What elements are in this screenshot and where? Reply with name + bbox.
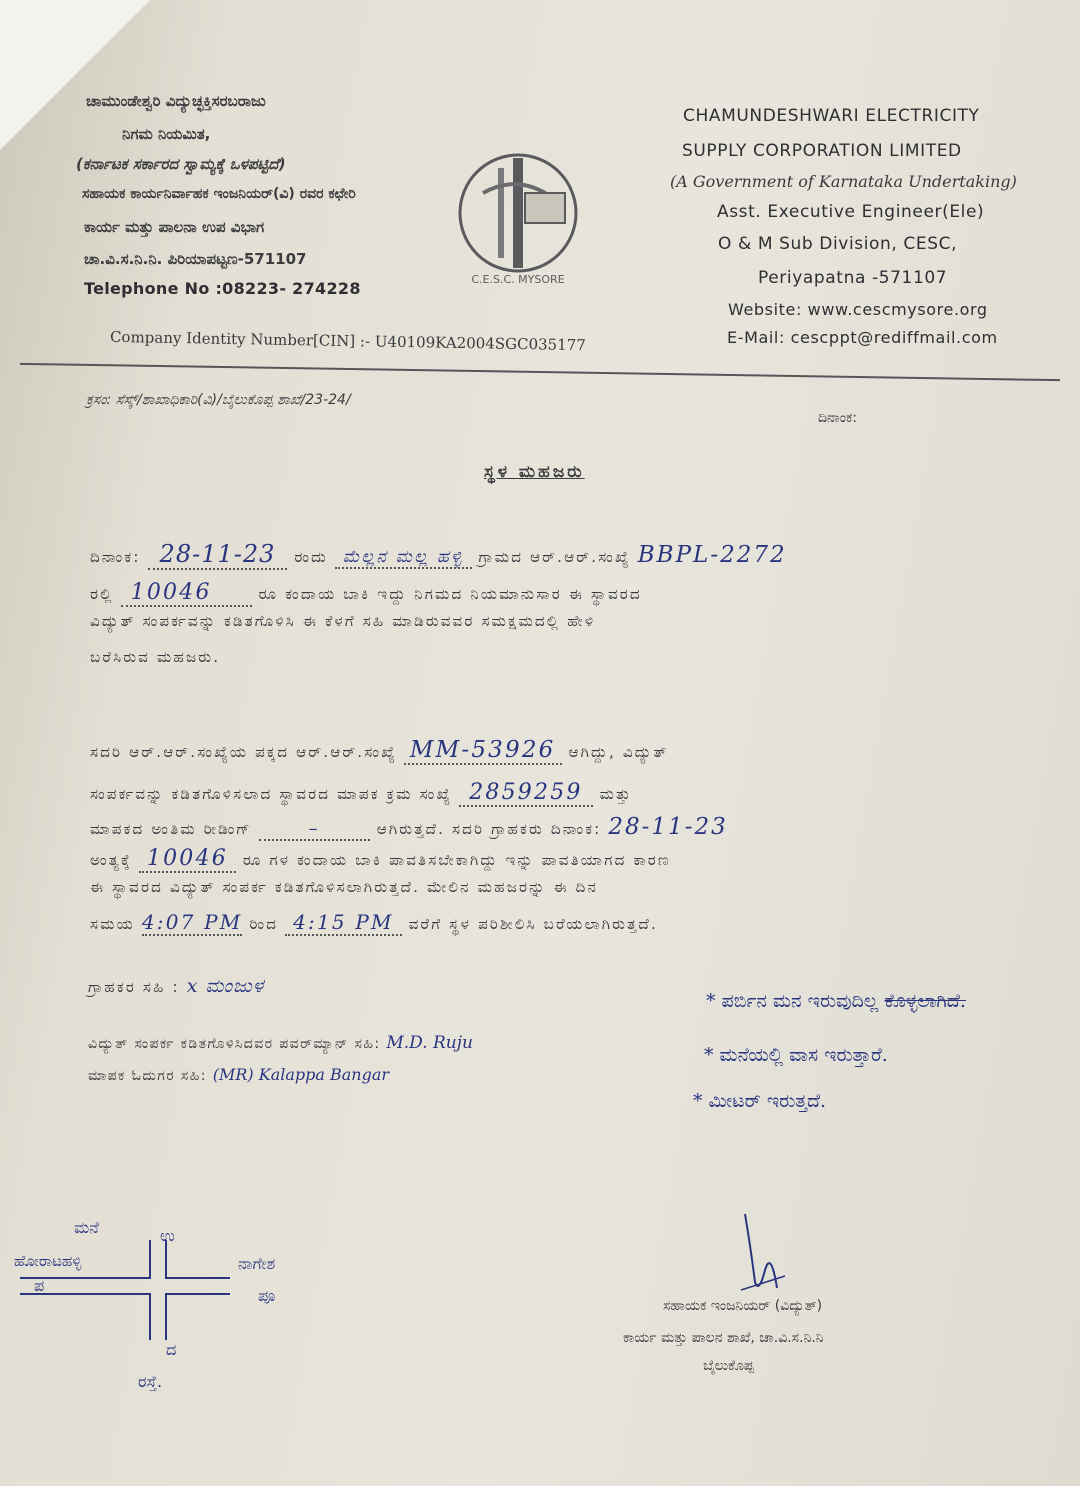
para2-text-b2: ಮತ್ತು	[599, 785, 633, 803]
para2-text-d2: ರೂ ಗಳ ಕಂದಾಯ ಬಾಕಿ ಪಾವತಿಸಬೇಕಾಗಿದ್ದು ಇನ್ನು ಪಾವತಿಯಾಗದ ಕಾರಣ	[242, 851, 671, 869]
time-from: 4:07 PM	[141, 910, 243, 934]
para1-line4: ಬರೆಸಿರುವ ಮಹಜರು.	[90, 648, 221, 666]
para2-line1	[90, 737, 669, 765]
para2-text-c2: ಆಗಿರುತ್ತದೆ. ಸದರಿ ಗ್ರಾಹಕರು ದಿನಾಂಕ:	[376, 820, 602, 838]
header-kn-line3: (ಕರ್ನಾಟಕ ಸರ್ಕಾರದ ಸ್ವಾಮ್ಯಕ್ಕೆ ಒಳಪಟ್ಟಿದೆ)	[76, 155, 286, 173]
header-en-line1: CHAMUNDESHWARI ELECTRICITY	[683, 106, 980, 126]
note-1-text: * ಪರ್ಬಿನ ಮನ ಇರುವುದಿಲ್ಲ	[706, 990, 879, 1012]
officer-signature	[735, 1210, 795, 1300]
para1-line1	[90, 540, 787, 570]
header-kn-line2: ನಿಗಮ ನಿಯಮಿತ,	[122, 125, 211, 143]
sketch-north-marker: ಉ	[160, 1226, 175, 1245]
final-reading: –	[259, 818, 370, 841]
sketch-east-marker: ಪೂ	[258, 1286, 276, 1305]
header-kn-line6: ಚಾ.ವಿ.ಸ.ನಿ.ನಿ. ಪಿರಿಯಾಪಟ್ಟಣ-571107	[84, 250, 307, 268]
para2-text-f1: ಸಮಯ	[90, 915, 135, 933]
officer-designation: ಸಹಾಯಕ ಇಂಜನಿಯರ್ (ವಿದ್ಯುತ್)	[663, 1298, 823, 1314]
header-en-line6: Periyapatna -571107	[758, 268, 948, 288]
para2-text-f2: ರಿಂದ	[249, 915, 279, 933]
note-2: * ಮನೆಯಲ್ಲಿ ವಾಸ ಇರುತ್ತಾರೆ.	[704, 1044, 888, 1066]
company-cin: Company Identity Number[CIN] :- U40109KA2004SGC035177	[109, 327, 586, 355]
payment-due-date: 28-11-23	[608, 814, 728, 840]
para2-text-a2: ಆಗಿದ್ದು, ವಿದ್ಯುತ್	[568, 743, 669, 761]
time-to: 4:15 PM	[285, 910, 402, 936]
meter-reader-signature: (MR) Kalappa Bangar	[212, 1065, 390, 1084]
header-en-line5: O & M Sub Division, CESC,	[718, 234, 958, 254]
header-kn-line4: ಸಹಾಯಕ ಕಾರ್ಯನಿರ್ವಾಹಕ ಇಂಜನಿಯರ್(ವಿ) ರವರ ಕಛೇರಿ	[82, 186, 356, 202]
meter-serial-number: 2859259	[459, 780, 592, 807]
rr-label: ಗ್ರಾಮದ ಆರ್.ಆರ್.ಸಂಖ್ಯೆ	[478, 548, 631, 566]
note-1	[706, 990, 966, 1012]
arrears-amount-2: 10046	[139, 846, 236, 873]
header-en-line2: SUPPLY CORPORATION LIMITED	[682, 141, 962, 161]
customer-signature-row	[88, 975, 264, 997]
para1-line3: ವಿದ್ಯುತ್ ಸಂಪರ್ಕವನ್ನು ಕಡಿತಗೊಳಿಸಿ ಈ ಕೆಳಗೆ ಸಹಿ ಮಾಡಿರುವವರ ಸಮಕ್ಷಮದಲ್ಲಿ ಹೇಳಿ	[90, 612, 596, 630]
para2-text-c1: ಮಾಪಕದ ಅಂತಿಮ ರೀಡಿಂಗ್	[90, 820, 252, 838]
sketch-east: ನಾಗೇಶ	[238, 1254, 276, 1273]
cesc-logo	[443, 138, 593, 288]
para2-text-d1: ಅಂತ್ಯಕ್ಕೆ	[90, 851, 132, 869]
powerman-signature-label: ವಿದ್ಯುತ್ ಸಂಪರ್ಕ ಕಡಿತಗೊಳಿಸಿದವರ ಪವರ್‌ಮ್ಯಾನ್ ಸಹಿ:	[88, 1036, 381, 1052]
note-1-struck-text: ಕೊಳ್ಳಲಾಗಿದೆ.	[884, 990, 966, 1012]
para2-line6	[90, 910, 658, 936]
sketch-south: ರಸ್ತೆ.	[138, 1372, 163, 1391]
in-label: ರಲ್ಲಿ	[90, 585, 114, 603]
para2-line5: ಈ ಸ್ಥಾವರದ ವಿದ್ಯುತ್ ಸಂಪರ್ಕ ಕಡಿತಗೊಳಿಸಲಾಗಿರುತ್ತದೆ. ಮೇಲಿನ ಮಹಜರನ್ನು ಈ ದಿನ	[90, 878, 599, 896]
header-en-line3: (A Government of Karnataka Undertaking)	[670, 172, 1017, 191]
para2-text-a1: ಸದರಿ ಆರ್.ಆರ್.ಸಂಖ್ಯೆಯ ಪಕ್ಕದ ಆರ್.ಆರ್.ಸಂಖ್ಯೆ	[90, 743, 397, 761]
header-kn-line5: ಕಾರ್ಯ ಮತ್ತು ಪಾಲನಾ ಉಪ ವಿಭಾಗ	[84, 218, 265, 236]
header-website: Website: www.cescmysore.org	[728, 300, 988, 319]
ref-number: ಕ್ರಸಂ: ಸೆಸ್ಕ್/ಶಾಖಾಧಿಕಾರಿ(ವಿ)/ಬೈಲುಕೊಪ್ಪ ಶಾಖೆ/23-24/	[86, 392, 351, 408]
nearby-rr-number: MM-53926	[404, 737, 562, 765]
meter-reader-signature-label: ಮಾಪಕ ಓದುಗರ ಸಹಿ:	[88, 1068, 207, 1084]
powerman-signature: M.D. Ruju	[386, 1033, 473, 1053]
header-kn-line1: ಚಾಮುಂಡೇಶ್ವರಿ ವಿದ್ಯುಚ್ಛಕ್ತಿಸರಬರಾಜು	[86, 92, 266, 110]
para2-line4	[90, 846, 671, 873]
sketch-north: ಮನೆ	[74, 1218, 99, 1237]
para2-text-b1: ಸಂಪರ್ಕವನ್ನು ಕಡಿತಗೊಳಿಸಲಾದ ಸ್ಥಾವರದ ಮಾಪಕ ಕ್ರಮ ಸಂಖ್ಯೆ	[90, 785, 453, 803]
logo-caption: C.E.S.C. MYSORE	[471, 273, 565, 286]
header-en-line4: Asst. Executive Engineer(Ele)	[717, 202, 985, 222]
note-3: * ಮೀಟರ್ ಇರುತ್ತದೆ.	[693, 1090, 827, 1112]
document-title: ಸ್ಥಳ ಮಹಜರು	[484, 462, 585, 482]
village-name: ಮೆಲ್ಲನ ಮಲ್ಲ ಹಳ್ಳಿ	[335, 547, 472, 569]
sketch-south-marker: ದ	[166, 1340, 177, 1359]
ref-date-label: ದಿನಾಂಕ:	[818, 410, 857, 426]
meter-reader-signature-row	[88, 1065, 389, 1084]
header-email: E-Mail: cescppt@rediffmail.com	[727, 328, 998, 347]
para2-text-f3: ವರೆಗೆ ಸ್ಥಳ ಪರಿಶೀಲಿಸಿ ಬರೆಯಲಾಗಿರುತ್ತದೆ.	[408, 915, 658, 933]
para2-line3	[90, 814, 728, 841]
customer-signature-label: ಗ್ರಾಹಕರ ಸಹಿ :	[88, 978, 180, 996]
para2-line2	[90, 780, 632, 807]
officer-location: ಬೈಲುಕೊಪ್ಪ	[703, 1358, 754, 1374]
powerman-signature-row	[88, 1033, 473, 1053]
officer-office: ಕಾರ್ಯ ಮತ್ತು ಪಾಲನ ಶಾಖೆ, ಚಾ.ವಿ.ಸ.ನಿ.ನಿ	[623, 1330, 824, 1346]
sketch-west-marker: ಪ	[34, 1276, 45, 1295]
inspection-date: 28-11-23	[148, 540, 288, 570]
para1-line2	[90, 580, 642, 607]
on-label: ರಂದು	[294, 548, 328, 566]
header-telephone: Telephone No :08223- 274228	[84, 279, 361, 298]
date-label: ದಿನಾಂಕ:	[90, 548, 141, 566]
arrears-text: ರೂ ಕಂದಾಯ ಬಾಕಿ ಇದ್ದು ನಿಗಮದ ನಿಯಮಾನುಸಾರ ಈ ಸ್ಥಾವರದ	[258, 585, 642, 603]
customer-signature: x ಮಂಜುಳ	[186, 975, 265, 997]
rr-number: BBPL-2272	[637, 542, 787, 568]
sketch-west: ಹೋರಾಟಹಳ್ಳಿ	[14, 1252, 82, 1270]
arrears-amount: 10046	[121, 580, 252, 607]
